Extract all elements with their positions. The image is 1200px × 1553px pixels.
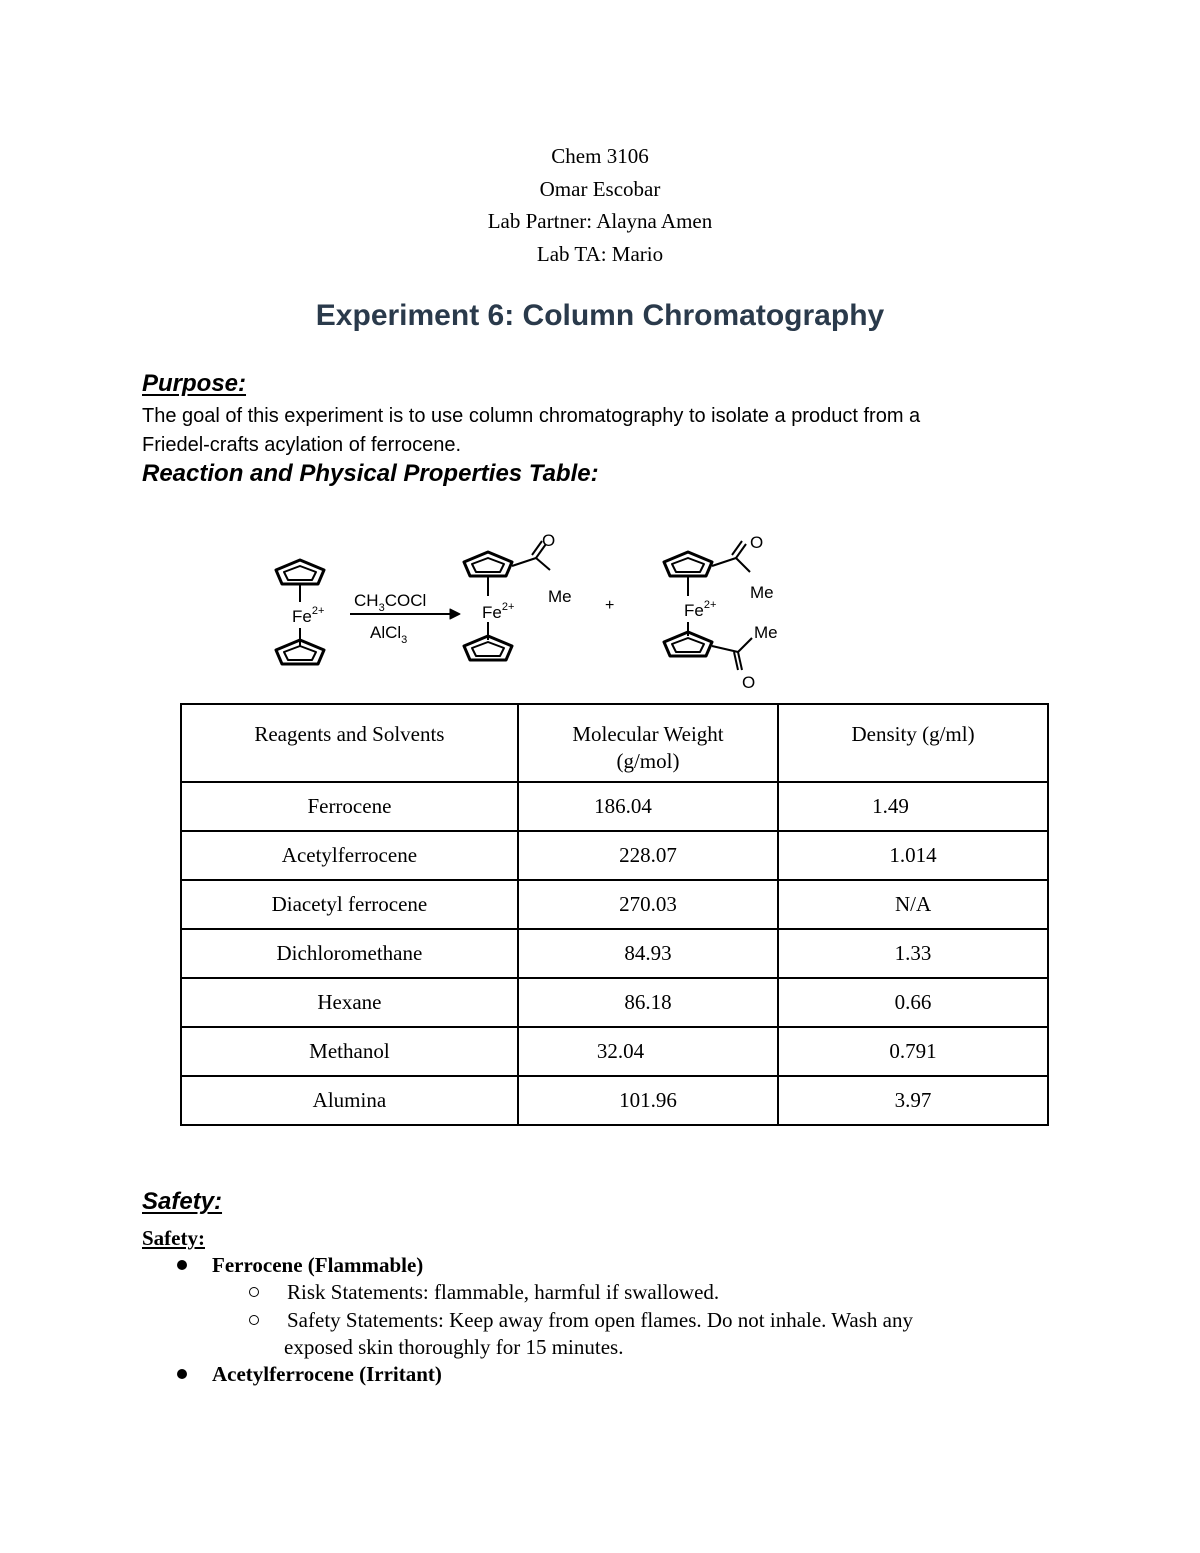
ferrocene-safety-statement-line1: Safety Statements: Keep away from open flames. Do not inhale. Wash any [287,1308,914,1332]
methyl-label-3: Me [754,623,778,642]
purpose-heading: Purpose: [142,370,247,397]
plus-sign: + [605,597,615,614]
course-name: Chem 3106 [551,144,649,168]
purpose-line-1: The goal of this experiment is to use column chromatography to isolate a product from a [142,405,921,427]
reagent-name: Ferrocene [181,782,518,831]
density: 0.66 [778,978,1048,1027]
lab-ta: Lab TA: Mario [536,241,664,266]
methyl-label-1: Me [548,587,572,606]
reagent-top: $CH_3COCl$ [354,591,427,614]
carbonyl-o-2: O [750,533,764,552]
safety-item-ferrocene: Ferrocene (Flammable) [212,1253,424,1277]
reaction-heading: Reaction and Physical Properties Table: [142,460,599,487]
student-name: Omar Escobar [539,176,661,201]
purpose-line-2: Friedel-crafts acylation of ferrocene. [142,434,462,456]
document-header [0,140,1200,270]
reagent-name: Hexane [181,978,518,1027]
molecular-weight: 32.04 [518,1027,778,1076]
physical-properties-table [180,703,1049,1126]
carbonyl-o-1: O [542,531,556,550]
table-header-row [181,704,1048,782]
fe-label-3: $Fe^{2+}$ [684,599,717,620]
reagent-name: Alumina [181,1076,518,1125]
table-row [181,831,1048,880]
molecular-weight: 270.03 [518,880,778,929]
sub-bullet-icon [249,1315,259,1325]
density: 3.97 [778,1076,1048,1125]
molecular-weight: 86.18 [518,978,778,1027]
fe-label-2: $Fe^{2+}$ [482,601,515,622]
table-row [181,978,1048,1027]
carbonyl-o-3: O [742,673,756,692]
reagent-name: Dichloromethane [181,929,518,978]
header-molecular-weight [518,704,778,782]
density: N/A [778,880,1048,929]
reaction-scheme-diagram [260,530,820,695]
bullet-icon [177,1260,187,1270]
lab-partner: Lab Partner: Alayna Amen [487,209,713,233]
ferrocene-safety-statement-line2: exposed skin thoroughly for 15 minutes. [284,1335,624,1359]
table-row [181,1076,1048,1125]
table-row [181,880,1048,929]
ferrocene-risk-statement: Risk Statements: flammable, harmful if swallowed. [287,1280,720,1304]
molecular-weight: 186.04 [518,782,778,831]
methyl-label-2: Me [750,583,774,602]
density: 1.49 [778,782,1048,831]
header-density: Density (g/ml) [778,704,1048,782]
table-row [181,782,1048,831]
document-title: Experiment 6: Column Chromatography [315,299,885,332]
header-mw-line2: (g/mol) [616,749,680,773]
bullet-icon [177,1369,187,1379]
safety-item-acetylferrocene: Acetylferrocene (Irritant) [212,1362,442,1386]
purpose-text [142,402,1042,460]
header-reagents: Reagents and Solvents [181,704,518,782]
table-row [181,929,1048,978]
molecular-weight: 84.93 [518,929,778,978]
reagent-name: Methanol [181,1027,518,1076]
molecular-weight: 101.96 [518,1076,778,1125]
table-row [181,1027,1048,1076]
reagent-bottom: AlCl$_3$ [370,623,408,646]
reagent-name: Diacetyl ferrocene [181,880,518,929]
fe-label-1: $Fe^{2+}$ [292,605,325,626]
density: 1.33 [778,929,1048,978]
reagent-name: Acetylferrocene [181,831,518,880]
header-mw-line1: Molecular Weight [572,722,724,746]
density: 1.014 [778,831,1048,880]
safety-heading: Safety: [142,1188,223,1215]
molecular-weight: 228.07 [518,831,778,880]
density: 0.791 [778,1027,1048,1076]
safety-subheading: Safety: [142,1226,205,1250]
sub-bullet-icon [249,1287,259,1297]
